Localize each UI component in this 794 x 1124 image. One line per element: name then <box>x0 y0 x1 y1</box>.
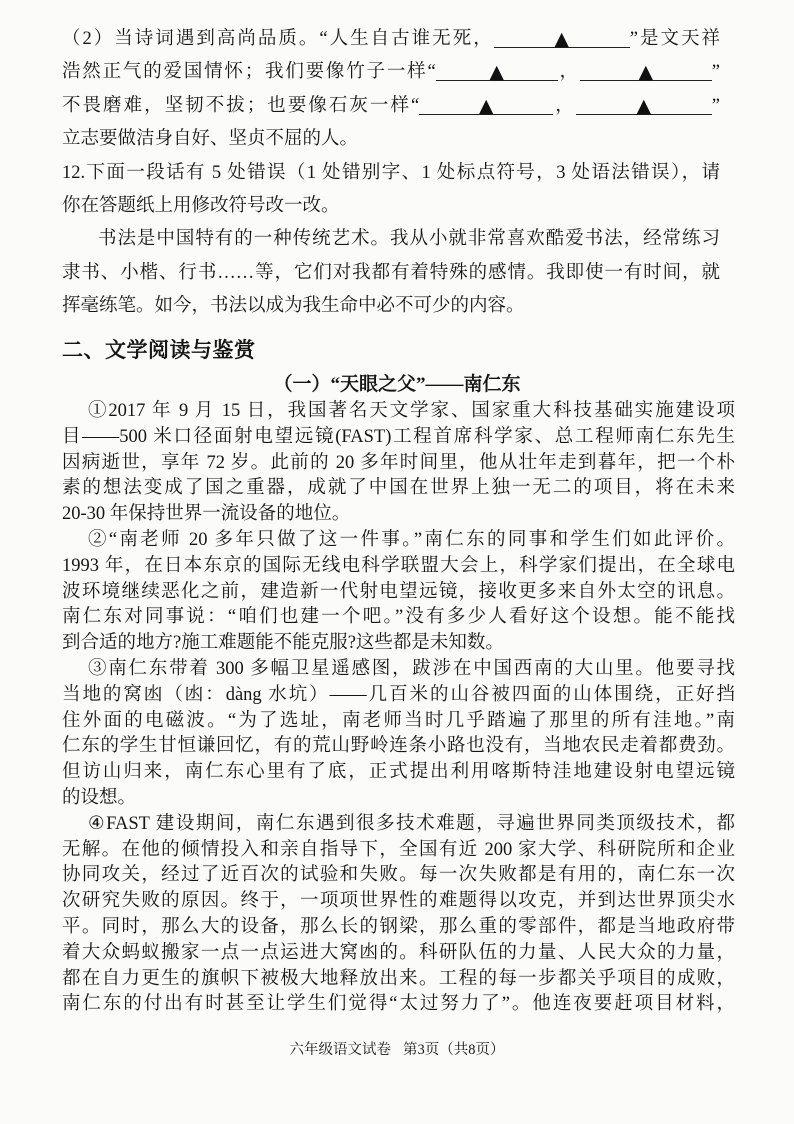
triangle-marker-icon: ▲ <box>636 94 652 117</box>
proofreading-passage-line: 挥毫练笔。如今，书法以成为我生命中必不可少的内容。 <box>62 296 525 317</box>
poem-fill-line <box>62 56 720 89</box>
reading-paragraph-1 <box>62 399 735 528</box>
poem-fill-line <box>62 23 720 56</box>
paragraph-line: 都在自力更生的旗帜下被极大地释放出来。工程的每一步都关乎项目的成败， <box>62 968 735 989</box>
poem-fill-text: （2）当诗词遇到高尚品质。“人生自古谁无死， <box>62 29 494 49</box>
triangle-marker-icon: ▲ <box>478 94 494 117</box>
paragraph-line: 平。同时，那么大的设备，那么长的钢梁，那么重的零部件，都是当地政府带 <box>62 916 735 937</box>
paragraph-line: 素的想法变成了国之重器，成就了中国在世界上独一无二的项目，将在未来 <box>62 478 735 499</box>
poem-fill-line: 立志要做洁身自好、坚贞不屈的人。 <box>62 129 359 150</box>
paragraph-line: 当地的窝凼（凼：dàng 水坑）——几百米的山谷被四面的山体围绕，正好挡 <box>62 684 735 705</box>
answer-blank <box>419 96 553 115</box>
answer-blank <box>494 29 630 48</box>
paragraph-line: 住外面的电磁波。“为了选址，南老师当时几乎踏遍了那里的所有洼地。”南 <box>62 710 735 731</box>
reading-title: （一）“天眼之父”——南仁东 <box>273 374 521 395</box>
reading-paragraph-3 <box>62 657 735 812</box>
paragraph-line: 波环境继续恶化之前，建造新一代射电望远镜，接收更多来自外太空的讯息。 <box>62 581 735 602</box>
poem-fill-text: ” <box>711 95 720 116</box>
poem-fill-text: ”是文天祥 <box>629 29 720 49</box>
triangle-marker-icon: ▲ <box>638 61 654 84</box>
paragraph-line: ③南仁东带着 300 多幅卫星遥感图，跋涉在中国西南的大山里。他要寻找 <box>88 658 735 679</box>
paragraph-line: 但访山归来，南仁东心里有了底，正式提出利用喀斯特洼地建设射电望远镜 <box>62 762 735 783</box>
paragraph-line: 协同攻关，经过了近百次的试验和失败。每一次失败都是有用的，南仁东一次 <box>62 865 735 886</box>
paragraph-line: 因病逝世，享年 72 岁。此前的 20 多年时间里，他从壮年走到暮年，把一个朴 <box>62 452 735 473</box>
poem-fill-text: ” <box>711 62 720 83</box>
poem-fill-line <box>62 90 720 123</box>
paragraph-line: 20-30 年保持世界一流设备的地位。 <box>62 504 351 525</box>
poem-fill-text: ， <box>557 62 580 83</box>
paragraph-line: 的设想。 <box>62 787 137 808</box>
question-12-prompt-line: 你在答题纸上用修改符号改一改。 <box>62 196 340 217</box>
reading-paragraph-2 <box>62 528 735 657</box>
proofreading-passage-line: 隶书、小楷、行书……等，它们对我都有着特殊的感情。我即使一有时间，就 <box>62 262 720 283</box>
answer-blank <box>576 96 712 115</box>
exam-name: 六年级语文试卷 <box>289 1042 391 1058</box>
paragraph-line: 南仁东对同事说：“咱们也建一个吧。”没有多少人看好这个设想。能不能找 <box>62 607 735 628</box>
paragraph-line: ④FAST 建设期间，南仁东遇到很多技术难题，寻遍世界同类顶级技术，都 <box>88 813 735 834</box>
question-11-12-block <box>62 23 720 324</box>
poem-fill-text: 不畏磨难，坚韧不拔；也要像石灰一样“ <box>62 95 420 116</box>
answer-blank <box>436 61 558 84</box>
question-12-prompt-line: 12.下面一段话有 5 处错误（1 处错别字、1 处标点符号，3 处语法错误），请 <box>62 162 720 183</box>
paragraph-line: ①2017 年 9 月 15 日，我国著名天文学家、国家重大科技基础实施建设项 <box>88 401 735 421</box>
paragraph-line: 目——500 米口径面射电望远镜(FAST)工程首席科学家、总工程师南仁东先生 <box>62 426 735 447</box>
paragraph-line: 1993 年，在日本东京的国际无线电科学联盟大会上，科学家们提出，在全球电 <box>62 555 735 576</box>
answer-blank <box>580 61 712 84</box>
poem-fill-text: ， <box>553 95 576 116</box>
paragraph-line: 仁东的学生甘恒谦回忆，有的荒山野岭连条小路也没有，当地农民走着都费劲。 <box>62 736 735 757</box>
page-number: 第3页（共8页） <box>403 1042 505 1058</box>
section-heading: 二、文学阅读与鉴赏 <box>62 338 256 362</box>
paragraph-line: 着大众蚂蚁搬家一点一点运进大窝凼的。科研队伍的力量、人民大众的力量， <box>62 942 735 963</box>
poem-fill-text: 浩然正气的爱国情怀；我们要像竹子一样“ <box>62 62 436 83</box>
reading-passage <box>62 399 735 1018</box>
proofreading-passage-line: 书法是中国特有的一种传统艺术。我从小就非常喜欢酷爱书法，经常练习 <box>98 229 720 250</box>
triangle-marker-icon: ▲ <box>554 28 570 50</box>
paragraph-line: 南仁东的付出有时甚至让学生们觉得“太过努力了”。他连夜要赶项目材料， <box>62 994 735 1015</box>
paragraph-line: 到合适的地方?施工难题能不能克服?这些都是未知数。 <box>62 633 504 654</box>
paragraph-line: ②“南老师 20 多年只做了这一件事。”南仁东的同事和学生们如此评价。 <box>88 529 735 550</box>
reading-paragraph-4 <box>62 812 735 1018</box>
triangle-marker-icon: ▲ <box>489 61 504 84</box>
paragraph-line: 无解。在他的倾情投入和亲自指导下，全国有近 200 家大学、科研院所和企业 <box>62 839 735 860</box>
page-footer <box>0 1040 794 1060</box>
paragraph-line: 次研究失败的原因。终于，一项项世界性的难题得以攻克，并到达世界顶尖水 <box>62 891 735 912</box>
